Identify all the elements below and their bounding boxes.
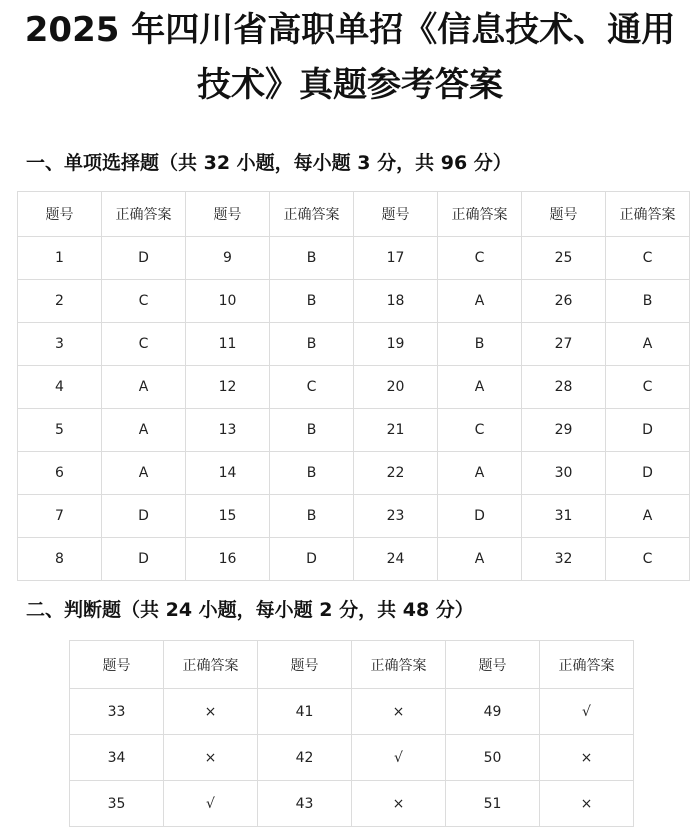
answer-cell: A bbox=[102, 409, 186, 452]
question-number-cell: 7 bbox=[18, 495, 102, 538]
header-question-number: 题号 bbox=[70, 641, 164, 689]
question-number-cell: 10 bbox=[186, 280, 270, 323]
table-header-row bbox=[18, 192, 690, 237]
question-number-cell: 20 bbox=[354, 366, 438, 409]
question-number-cell: 29 bbox=[522, 409, 606, 452]
table-row bbox=[18, 323, 690, 366]
question-number-cell: 2 bbox=[18, 280, 102, 323]
answer-cell: C bbox=[606, 538, 690, 581]
question-number-cell: 1 bbox=[18, 237, 102, 280]
question-number-cell: 21 bbox=[354, 409, 438, 452]
section-heading-single-choice: 一、单项选择题（共 32 小题，每小题 3 分，共 96 分） bbox=[26, 152, 512, 174]
header-correct-answer: 正确答案 bbox=[606, 192, 690, 237]
answer-cell: √ bbox=[540, 689, 634, 735]
answer-cell: × bbox=[164, 689, 258, 735]
question-number-cell: 6 bbox=[18, 452, 102, 495]
answer-cell: A bbox=[102, 452, 186, 495]
question-number-cell: 41 bbox=[258, 689, 352, 735]
answer-cell: A bbox=[438, 366, 522, 409]
question-number-cell: 22 bbox=[354, 452, 438, 495]
header-correct-answer: 正确答案 bbox=[270, 192, 354, 237]
answer-cell: × bbox=[540, 781, 634, 827]
answer-cell: × bbox=[164, 735, 258, 781]
question-number-cell: 15 bbox=[186, 495, 270, 538]
question-number-cell: 14 bbox=[186, 452, 270, 495]
question-number-cell: 17 bbox=[354, 237, 438, 280]
question-number-cell: 19 bbox=[354, 323, 438, 366]
answer-cell: B bbox=[270, 323, 354, 366]
table-row bbox=[18, 495, 690, 538]
header-question-number: 题号 bbox=[522, 192, 606, 237]
section-heading-true-false: 二、判断题（共 24 小题，每小题 2 分，共 48 分） bbox=[26, 599, 474, 621]
question-number-cell: 5 bbox=[18, 409, 102, 452]
table-row bbox=[18, 366, 690, 409]
answer-cell: A bbox=[606, 495, 690, 538]
answer-cell: × bbox=[540, 735, 634, 781]
question-number-cell: 24 bbox=[354, 538, 438, 581]
question-number-cell: 50 bbox=[446, 735, 540, 781]
header-question-number: 题号 bbox=[258, 641, 352, 689]
header-correct-answer: 正确答案 bbox=[102, 192, 186, 237]
answer-cell: C bbox=[438, 237, 522, 280]
table-row bbox=[70, 781, 634, 827]
answer-cell: C bbox=[270, 366, 354, 409]
answer-cell: B bbox=[270, 495, 354, 538]
answer-cell: A bbox=[438, 538, 522, 581]
table-row bbox=[70, 689, 634, 735]
answer-cell: B bbox=[270, 452, 354, 495]
question-number-cell: 27 bbox=[522, 323, 606, 366]
table-row bbox=[18, 237, 690, 280]
table-row bbox=[18, 409, 690, 452]
answer-cell: A bbox=[606, 323, 690, 366]
answer-cell: B bbox=[606, 280, 690, 323]
header-correct-answer: 正确答案 bbox=[438, 192, 522, 237]
single-choice-answer-table bbox=[17, 191, 690, 581]
question-number-cell: 18 bbox=[354, 280, 438, 323]
header-question-number: 题号 bbox=[186, 192, 270, 237]
question-number-cell: 16 bbox=[186, 538, 270, 581]
true-false-answer-table bbox=[69, 640, 634, 827]
question-number-cell: 28 bbox=[522, 366, 606, 409]
answer-cell: √ bbox=[352, 735, 446, 781]
question-number-cell: 30 bbox=[522, 452, 606, 495]
table-row bbox=[70, 735, 634, 781]
header-question-number: 题号 bbox=[446, 641, 540, 689]
header-correct-answer: 正确答案 bbox=[540, 641, 634, 689]
question-number-cell: 43 bbox=[258, 781, 352, 827]
document-title-line-2: 技术》真题参考答案 bbox=[197, 65, 503, 105]
question-number-cell: 32 bbox=[522, 538, 606, 581]
table-row bbox=[18, 538, 690, 581]
question-number-cell: 8 bbox=[18, 538, 102, 581]
question-number-cell: 33 bbox=[70, 689, 164, 735]
answer-cell: B bbox=[270, 409, 354, 452]
question-number-cell: 31 bbox=[522, 495, 606, 538]
question-number-cell: 3 bbox=[18, 323, 102, 366]
question-number-cell: 25 bbox=[522, 237, 606, 280]
answer-cell: D bbox=[270, 538, 354, 581]
answer-cell: D bbox=[102, 237, 186, 280]
answer-cell: C bbox=[102, 323, 186, 366]
question-number-cell: 12 bbox=[186, 366, 270, 409]
answer-cell: D bbox=[438, 495, 522, 538]
answer-cell: B bbox=[438, 323, 522, 366]
answer-cell: × bbox=[352, 781, 446, 827]
answer-cell: A bbox=[438, 452, 522, 495]
document-title-line-1: 2025 年四川省高职单招《信息技术、通用 bbox=[24, 10, 676, 50]
answer-cell: C bbox=[606, 366, 690, 409]
answer-cell: D bbox=[102, 538, 186, 581]
answer-cell: B bbox=[270, 237, 354, 280]
answer-cell: D bbox=[102, 495, 186, 538]
header-correct-answer: 正确答案 bbox=[352, 641, 446, 689]
answer-cell: B bbox=[270, 280, 354, 323]
question-number-cell: 26 bbox=[522, 280, 606, 323]
question-number-cell: 51 bbox=[446, 781, 540, 827]
answer-cell: A bbox=[102, 366, 186, 409]
table-header-row bbox=[70, 641, 634, 689]
question-number-cell: 34 bbox=[70, 735, 164, 781]
answer-cell: √ bbox=[164, 781, 258, 827]
answer-cell: C bbox=[606, 237, 690, 280]
table-row bbox=[18, 452, 690, 495]
answer-cell: A bbox=[438, 280, 522, 323]
question-number-cell: 4 bbox=[18, 366, 102, 409]
answer-cell: D bbox=[606, 452, 690, 495]
question-number-cell: 9 bbox=[186, 237, 270, 280]
question-number-cell: 49 bbox=[446, 689, 540, 735]
header-correct-answer: 正确答案 bbox=[164, 641, 258, 689]
question-number-cell: 42 bbox=[258, 735, 352, 781]
answer-cell: C bbox=[438, 409, 522, 452]
question-number-cell: 11 bbox=[186, 323, 270, 366]
answer-cell: D bbox=[606, 409, 690, 452]
question-number-cell: 13 bbox=[186, 409, 270, 452]
answer-cell: C bbox=[102, 280, 186, 323]
answer-cell: × bbox=[352, 689, 446, 735]
header-question-number: 题号 bbox=[18, 192, 102, 237]
question-number-cell: 23 bbox=[354, 495, 438, 538]
question-number-cell: 35 bbox=[70, 781, 164, 827]
header-question-number: 题号 bbox=[354, 192, 438, 237]
table-row bbox=[18, 280, 690, 323]
